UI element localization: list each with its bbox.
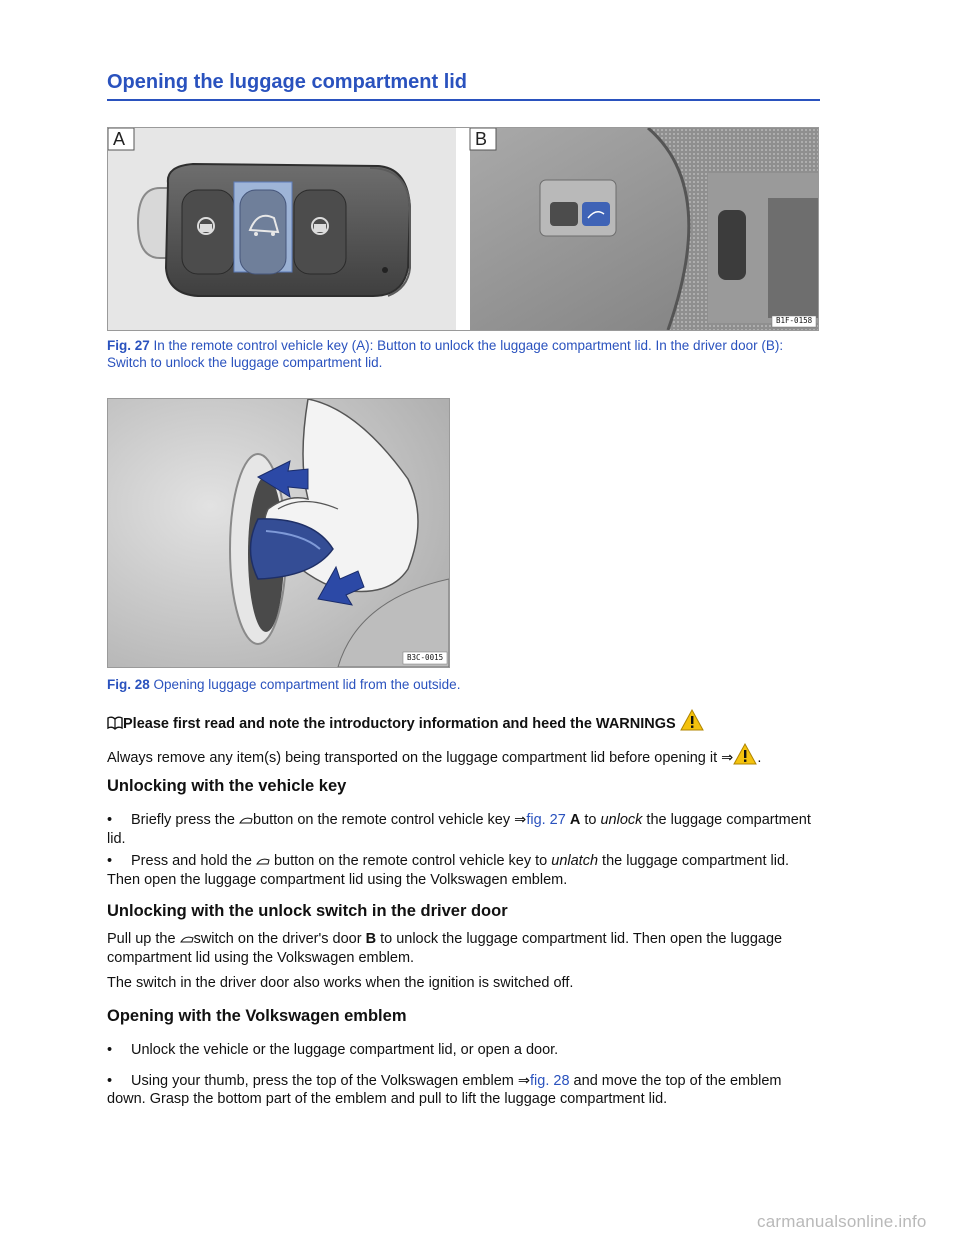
read-first-note bbox=[107, 709, 704, 736]
trunk-icon bbox=[180, 931, 194, 949]
trunk-icon bbox=[256, 853, 270, 871]
heading-unlock-switch-driver-door: Unlocking with the unlock switch in the driver door bbox=[107, 902, 508, 920]
figure-27-illustration bbox=[108, 128, 818, 330]
figure-27-ref: Fig. 27 bbox=[107, 338, 150, 353]
page-title: Opening the luggage compartment lid bbox=[107, 70, 820, 101]
list-item: • Unlock the vehicle or the luggage compartment lid, or open a door. bbox=[107, 1042, 559, 1058]
fig-27-link[interactable]: fig. 27 bbox=[526, 812, 566, 828]
watermark: carmanualsonline.info bbox=[757, 1212, 927, 1231]
warning-triangle-icon[interactable] bbox=[733, 743, 757, 770]
bullet-icon: • bbox=[107, 812, 113, 828]
figure-28 bbox=[107, 398, 450, 668]
ignition-off-paragraph: The switch in the driver door also works when the ignition is switched off. bbox=[107, 975, 574, 991]
intro-paragraph bbox=[107, 743, 820, 770]
figure-28-caption-text: Opening luggage compartment lid from the outside. bbox=[149, 677, 461, 692]
bullet-icon: • bbox=[107, 1042, 113, 1058]
list-item: • Briefly press the button on the remote control vehicle key ⇒fig. 27 A to unlock the luggage compartment lid. bbox=[107, 812, 811, 847]
panel-b-label: B bbox=[475, 129, 488, 149]
figure-27-caption-text: In the remote control vehicle key (A): Button to unlock the luggage compartment lid. In the driver door (B): Switch to unlock the luggage compartment lid. bbox=[107, 338, 784, 370]
list-item: • Press and hold the button on the remote control vehicle key to unlatch the luggage compartment lid. Then open the luggage compartment lid using the Volkswagen emblem. bbox=[107, 853, 790, 888]
note-text: Please first read and note the introductory information and heed the WARNINGS bbox=[123, 716, 676, 732]
book-icon bbox=[107, 716, 123, 735]
fig-28-link[interactable]: fig. 28 bbox=[530, 1073, 570, 1089]
bullet-icon: • bbox=[107, 1073, 113, 1089]
bullet-icon: • bbox=[107, 853, 113, 869]
figure-28-image-code: B3C-0015 bbox=[407, 653, 444, 662]
figure-28-ref: Fig. 28 bbox=[107, 677, 150, 692]
list-item: • Using your thumb, press the top of the Volkswagen emblem ⇒fig. 28 and move the top of the emblem down. Grasp the bottom part of the emblem and pull to lift the luggage compartment lid. bbox=[107, 1073, 782, 1107]
panel-a-label: A bbox=[113, 129, 126, 149]
figure-27-caption bbox=[107, 337, 817, 371]
figure-28-illustration bbox=[108, 399, 449, 667]
figure-27 bbox=[107, 127, 819, 331]
warning-triangle-icon[interactable] bbox=[680, 709, 704, 736]
heading-unlocking-vehicle-key: Unlocking with the vehicle key bbox=[107, 777, 347, 795]
figure-28-caption bbox=[107, 676, 460, 693]
trunk-icon bbox=[239, 812, 253, 830]
unlock-switch-paragraph: Pull up the switch on the driver's door B to unlock the luggage compartment lid. Then open the luggage compartment lid using the Volkswagen emblem. bbox=[107, 931, 783, 966]
heading-opening-vw-emblem: Opening with the Volkswagen emblem bbox=[107, 1007, 407, 1025]
intro-end: . bbox=[757, 750, 762, 766]
figure-27-image-code: B1F-0158 bbox=[776, 316, 813, 325]
intro-text: Always remove any item(s) being transported on the luggage compartment lid before opening it ⇒ bbox=[107, 750, 734, 766]
